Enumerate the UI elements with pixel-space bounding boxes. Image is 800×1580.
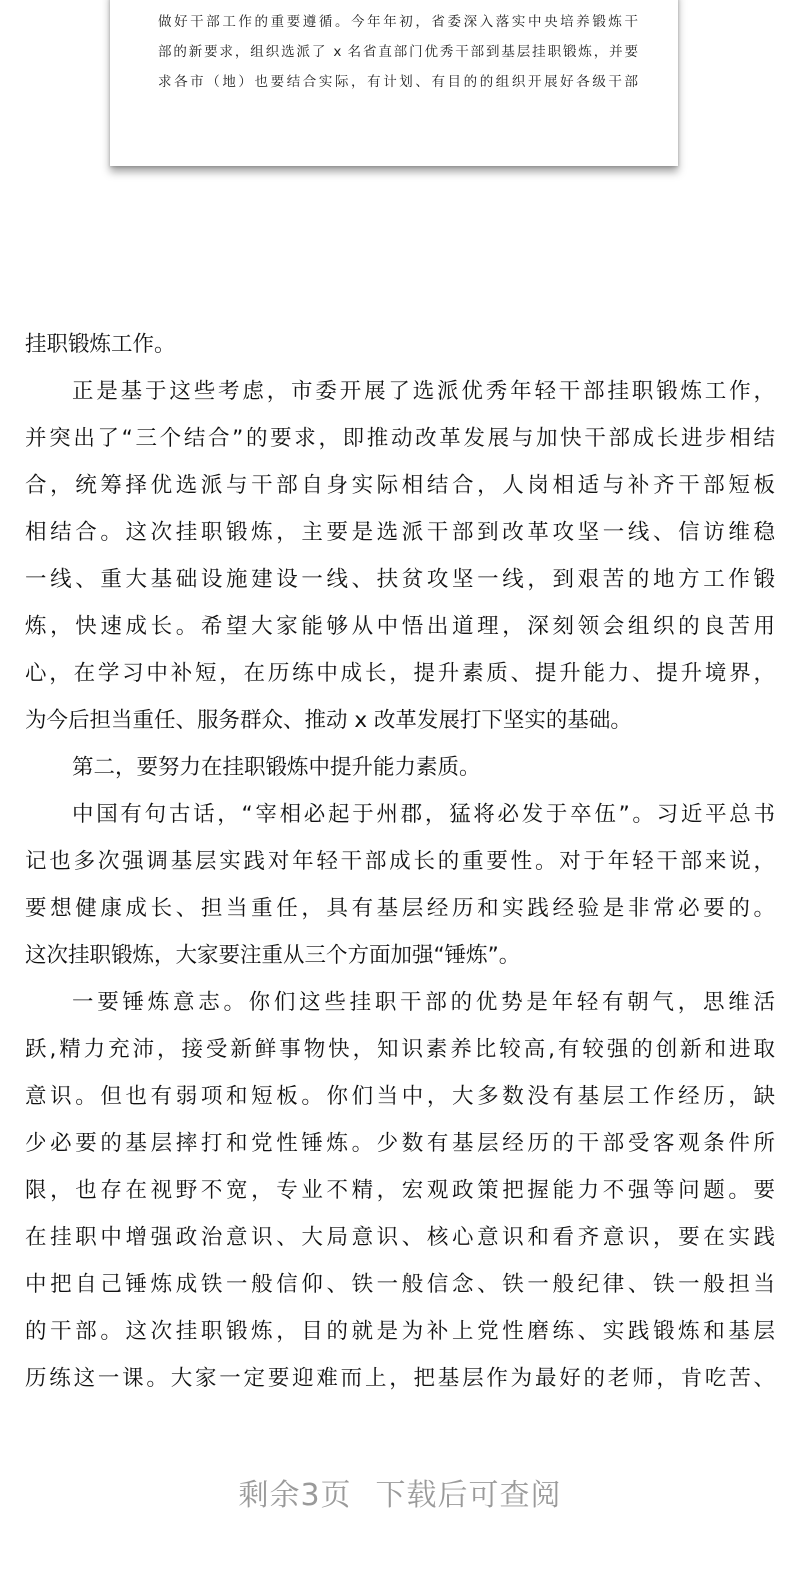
body-text-line: 少必要的基层摔打和党性锤炼。少数有基层经历的干部受客观条件所 (25, 1131, 775, 1156)
card-text-line: 做好干部工作的重要遵循。今年年初，省委深入落实中央培养锻炼干 (158, 14, 638, 30)
body-text-line: 要想健康成长、担当重任，具有基层经历和实践经验是非常必要的。 (25, 896, 775, 921)
body-text-line: 第二，要努力在挂职锻炼中提升能力素质。 (72, 755, 481, 780)
download-prompt[interactable] (0, 1470, 800, 1514)
body-text-line: 心，在学习中补短，在历练中成长，提升素质、提升能力、提升境界， (25, 661, 775, 686)
body-text-line: 中把自己锤炼成铁一般信仰、铁一般信念、铁一般纪律、铁一般担当 (25, 1272, 775, 1297)
download-to-read-text[interactable]: 下载后可查阅 (375, 1478, 562, 1513)
remaining-pages-text: 剩余3页 (238, 1478, 352, 1513)
body-text-line: 的干部。这次挂职锻炼，目的就是为补上党性磨练、实践锻炼和基层 (25, 1319, 775, 1344)
card-text-line: 部的新要求，组织选派了 x 名省直部门优秀干部到基层挂职锻炼，并要 (158, 44, 638, 60)
body-text-line: 炼，快速成长。希望大家能够从中悟出道理，深刻领会组织的良苦用 (25, 614, 775, 639)
body-text-line: 正是基于这些考虑，市委开展了选派优秀年轻干部挂职锻炼工作， (72, 379, 775, 404)
body-text-line: 记也多次强调基层实践对年轻干部成长的重要性。对于年轻干部来说， (25, 849, 775, 874)
body-text-line: 限，也存在视野不宽，专业不精，宏观政策把握能力不强等问题。要 (25, 1178, 775, 1203)
card-text-line: 求各市（地）也要结合实际，有计划、有目的的组织开展好各级干部 (158, 74, 638, 90)
body-text-line: 挂职锻炼工作。 (25, 332, 176, 357)
body-text-line: 合，统筹择优选派与干部自身实际相结合，人岗相适与补齐干部短板 (25, 473, 775, 498)
body-text-line: 相结合。这次挂职锻炼，主要是选派干部到改革攻坚一线、信访维稳 (25, 520, 775, 545)
body-text-line: 并突出了“三个结合”的要求，即推动改革发展与加快干部成长进步相结 (25, 426, 775, 451)
body-text-line: 这次挂职锻炼，大家要注重从三个方面加强“锤炼”。 (25, 943, 521, 968)
body-text-line: 一线、重大基础设施建设一线、扶贫攻坚一线，到艰苦的地方工作锻 (25, 567, 775, 592)
body-text-line: 为今后担当重任、服务群众、推动 x 改革发展打下坚实的基础。 (25, 708, 632, 733)
preview-page-card (110, 0, 678, 166)
body-text-line: 跃,精力充沛，接受新鲜事物快，知识素养比较高,有较强的创新和进取 (25, 1037, 775, 1062)
body-text-line: 意识。但也有弱项和短板。你们当中，大多数没有基层工作经历，缺 (25, 1084, 775, 1109)
body-text-line: 中国有句古话，“宰相必起于州郡，猛将必发于卒伍”。习近平总书 (72, 802, 775, 827)
body-text-line: 历练这一课。大家一定要迎难而上，把基层作为最好的老师，肯吃苦、 (25, 1366, 775, 1391)
document-body (25, 329, 775, 1410)
body-text-line: 一要锤炼意志。你们这些挂职干部的优势是年轻有朝气，思维活 (72, 990, 775, 1015)
body-text-line: 在挂职中增强政治意识、大局意识、核心意识和看齐意识，要在实践 (25, 1225, 775, 1250)
